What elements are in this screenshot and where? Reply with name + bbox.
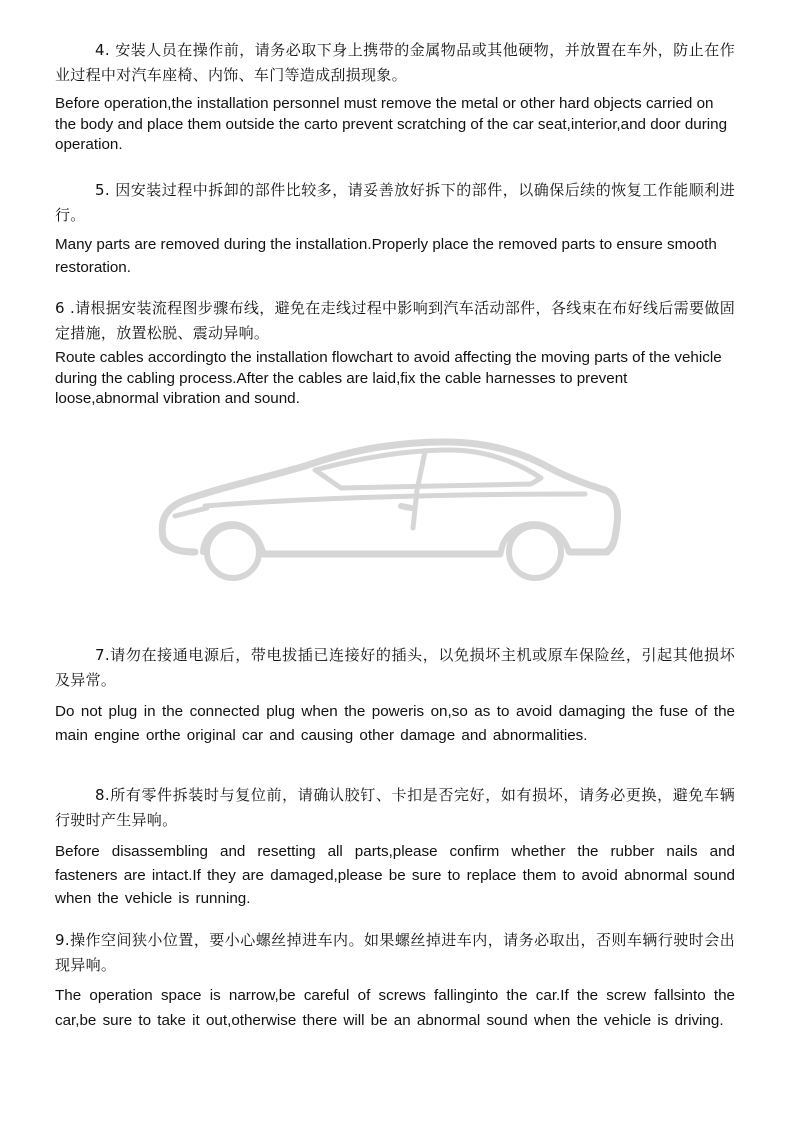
instruction-en: Do not plug in the connected plug when the poweris on,so as to avoid damaging the fuse of the main engine orthe original car and causing other damage and abnormalities. <box>55 703 735 744</box>
instruction-zh: 5. 因安装过程中拆卸的部件比较多，请妥善放好拆下的部件，以确保后续的恢复工作能顺利进行。 <box>55 181 735 224</box>
instruction-en: Route cables accordingto the installation flowchart to avoid affecting the moving parts of the vehicle during the cabling process.After the cables are laid,fix the cable harnesses to prevent loose,abnormal vibration and sound. <box>55 349 722 407</box>
item-number: 9. <box>55 931 70 949</box>
instruction-en: The operation space is narrow,be careful of screws fallinginto the car.If the screw fallsinto the car,be sure to take it out,otherwise there will be an abnormal sound when the vehicle is driving. <box>55 987 735 1029</box>
instruction-item-8 <box>55 783 735 911</box>
instruction-item-6 <box>55 296 735 410</box>
instruction-item-7 <box>55 643 735 747</box>
instruction-zh: 9.操作空间狭小位置，要小心螺丝掉进车内。如果螺丝掉进车内，请务必取出，否则车辆行驶时会出现异响。 <box>55 931 735 974</box>
instruction-item-5 <box>55 178 735 279</box>
instruction-zh: 8.所有零件拆装时与复位前，请确认胶钉、卡扣是否完好，如有损坏，请务必更换，避免车辆行驶时产生异响。 <box>55 786 735 829</box>
item-number: 8. <box>95 786 110 804</box>
item-number: 7. <box>95 646 110 664</box>
car-outline <box>162 442 617 578</box>
instruction-item-9 <box>55 928 735 1033</box>
instruction-item-4 <box>55 38 735 156</box>
item-number: 6 . <box>55 299 76 317</box>
item-number: 4. <box>95 41 110 59</box>
instruction-en: Before operation,the installation personnel must remove the metal or other hard objects carried on the body and place them outside the carto prevent scratching of the car seat,interior,and door during operation. <box>55 95 728 153</box>
instruction-zh: 4. 安装人员在操作前，请务必取下身上携带的金属物品或其他硬物，并放置在车外，防止在作业过程中对汽车座椅、内饰、车门等造成刮损现象。 <box>55 41 735 84</box>
item-number: 5. <box>95 181 110 199</box>
instruction-en: Many parts are removed during the installation.Properly place the removed parts to ensure smooth restoration. <box>55 236 717 276</box>
instruction-zh: 6 .请根据安装流程图步骤布线，避免在走线过程中影响到汽车活动部件，各线束在布好线后需要做固定措施，放置松脱、震动异响。 <box>55 299 735 342</box>
instruction-zh: 7.请勿在接通电源后，带电拔插已连接好的插头，以免损坏主机或原车保险丝，引起其他损坏及异常。 <box>55 646 735 689</box>
instruction-en: Before disassembling and resetting all parts,please confirm whether the rubber nails and fasteners are intact.If they are damaged,please be sure to replace them to avoid abnormal sound when the vehicle is running. <box>55 843 735 907</box>
car-icon <box>145 428 625 588</box>
